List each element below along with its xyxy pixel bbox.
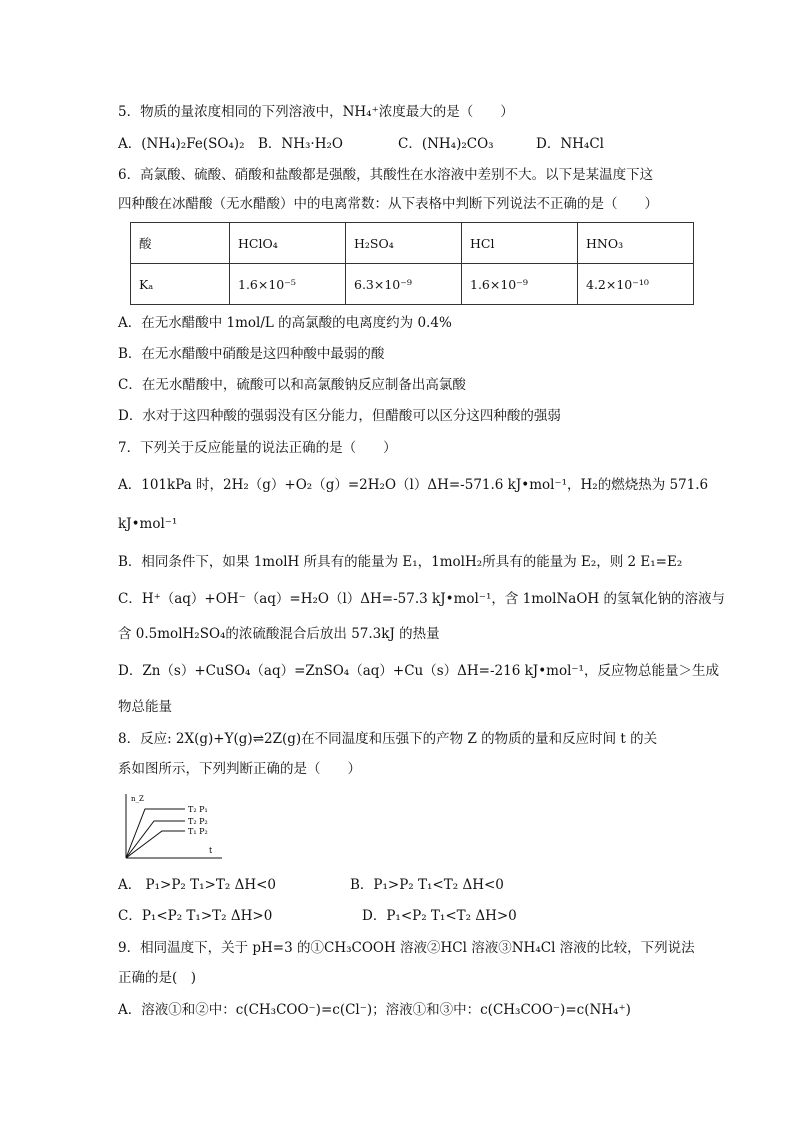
y-axis-label: n_Z	[131, 795, 144, 803]
q6-stem-line2: 四种酸在冰醋酸（无水醋酸）中的电离常数：从下表格中判断下列说法不正确的是（ ）	[118, 196, 658, 212]
q7-option-d-line2: 物总能量	[118, 699, 172, 715]
ka-value-h2so4: 6.3×10⁻⁹	[346, 264, 462, 305]
ka-row-label: Kₐ	[131, 264, 230, 305]
curve-label-t2-p2: T₂ P₂	[188, 817, 208, 826]
q6-option-b: B．在无水醋酸中硝酸是这四种酸中最弱的酸	[118, 346, 385, 362]
curve-t2-p1	[126, 809, 185, 858]
q7-option-b: B．相同条件下，如果 1molH 所具有的能量为 E₁，1molH₂所具有的能量为 E₂，则 2 E₁=E₂	[118, 554, 683, 570]
q8-option-d: D．P₁<P₂ T₁<T₂ ΔH>0	[362, 908, 517, 924]
q5-option-d: D．NH₄Cl	[536, 136, 604, 152]
curve-t2-p2	[126, 821, 185, 858]
q9-stem-line1: 9．相同温度下，关于 pH=3 的①CH₃COOH 溶液②HCl 溶液③NH₄Cl 溶液的比较，下列说法	[118, 940, 695, 956]
ka-value-hclo4: 1.6×10⁻⁵	[230, 264, 346, 305]
q7-option-d-line1: D．Zn（s）+CuSO₄（aq）=ZnSO₄（aq）+Cu（s）ΔH=-216 kJ•mol⁻¹，反应物总能量＞生成	[118, 663, 719, 679]
ka-header-h2so4: H₂SO₄	[346, 223, 462, 264]
ka-value-hcl: 1.6×10⁻⁹	[462, 264, 578, 305]
q8-stem-line2: 系如图所示，下列判断正确的是（ ）	[118, 761, 361, 777]
ka-header-hcl: HCl	[462, 223, 578, 264]
q7-option-c-line2: 含 0.5molH₂SO₄的浓硫酸混合后放出 57.3kJ 的热量	[118, 626, 440, 642]
ka-table-header-row	[131, 223, 694, 264]
q5-option-c: C．(NH₄)₂CO₃	[398, 136, 494, 152]
q6-option-c: C．在无水醋酸中，硫酸可以和高氯酸钠反应制备出高氯酸	[118, 377, 466, 393]
nz-time-graph	[118, 790, 228, 865]
curve-label-t1-p2: T₁ P₂	[188, 827, 208, 836]
q7-stem: 7．下列关于反应能量的说法正确的是（ ）	[118, 440, 397, 456]
q7-option-a-line1: A．101kPa 时，2H₂（g）+O₂（g）=2H₂O（l）ΔH=-571.6 kJ•mol⁻¹，H₂的燃烧热为 571.6	[118, 477, 709, 493]
q6-stem-line1: 6．高氯酸、硫酸、硝酸和盐酸都是强酸，其酸性在水溶液中差别不大。以下是某温度下这	[118, 167, 654, 183]
q8-option-c: C．P₁<P₂ T₁>T₂ ΔH>0	[118, 908, 273, 924]
q5-stem: 5．物质的量浓度相同的下列溶液中，NH₄⁺浓度最大的是（ ）	[118, 104, 514, 120]
q8-stem-line1: 8．反应: 2X(g)+Y(g)⇌2Z(g)在不同温度和压强下的产物 Z 的物质的量和反应时间 t 的关	[118, 731, 658, 747]
q8-option-a: A． P₁>P₂ T₁>T₂ ΔH<0	[118, 877, 276, 893]
ka-value-hno3: 4.2×10⁻¹⁰	[578, 264, 694, 305]
q9-stem-line2: 正确的是( )	[118, 970, 197, 986]
q8-option-b: B．P₁>P₂ T₁<T₂ ΔH<0	[350, 877, 504, 893]
q6-option-a: A．在无水醋酸中 1mol/L 的高氯酸的电离度约为 0.4%	[118, 315, 452, 331]
q6-option-d: D．水对于这四种酸的强弱没有区分能力，但醋酸可以区分这四种酸的强弱	[118, 408, 561, 424]
ka-header-hclo4: HClO₄	[230, 223, 346, 264]
ka-table	[130, 222, 694, 305]
q9-option-a: A．溶液①和②中：c(CH₃COO⁻)=c(Cl⁻)；溶液①和③中：c(CH₃COO⁻)=c(NH₄⁺)	[118, 1002, 631, 1018]
ka-header-hno3: HNO₃	[578, 223, 694, 264]
ka-header-acid: 酸	[131, 223, 230, 264]
curve-label-t2-p1: T₂ P₁	[188, 805, 208, 814]
x-axis-label: t	[209, 846, 213, 855]
q5-option-a: A．(NH₄)₂Fe(SO₄)₂	[118, 136, 245, 152]
q7-option-a-line2: kJ•mol⁻¹	[118, 516, 178, 532]
ka-table-value-row	[131, 264, 694, 305]
q5-option-b: B．NH₃·H₂O	[258, 136, 343, 152]
q7-option-c-line1: C．H⁺（aq）+OH⁻（aq）=H₂O（l）ΔH=-57.3 kJ•mol⁻¹，含 1molNaOH 的氢氧化钠的溶液与	[118, 591, 725, 607]
